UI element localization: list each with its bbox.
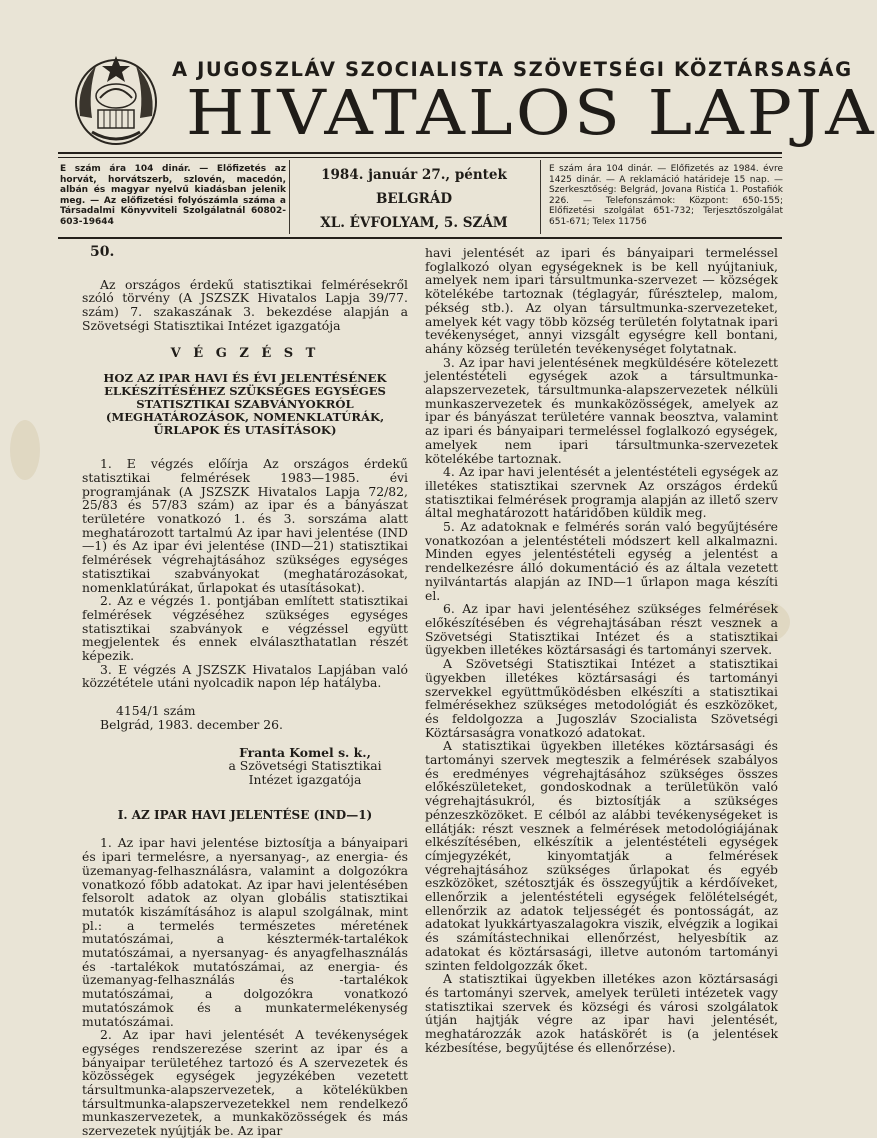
paragraph: 1. Az ipar havi jelentése biztosítja a bányaipari és ipari termelésre, a nyersanyag-, az energia- és üzemanyag-felhasználásra, valamint a dolgozókra vonatkozó főbb adatokat. Az ipar havi jelentésében felsorolt adatok az olyan globális statisztikai mutatók kiszámításához is alapul szolgálnak, mint pl.: a termelés természetes méretének mutatószámai, a késztermék-tartalékok mutatószámai, a nyersanyag- és anyagfelhasználás és -tartalékok mutatószámai, az energia- és üzemanyag-felhasználás és -tartalékok mutatószámai, a dolgozókra vonatkozó mutatószámok és a munkatermelékenység mutatószámai. [82,835,408,1029]
reference-number: 4154/1 szám [116,703,196,719]
right-column [425,246,778,1054]
left-column [82,246,408,1138]
column-divider [540,160,541,234]
subscription-info-left: E szám ára 104 dinár. — Előfizetés az horvát, horvátszerb, szlovén, macedón, albán és magyar nyelvű kiadásban jelenik meg. — Az előfizetési folyószámla száma a Társadalmi Könyvviteli Szolgálatnál 60802-603-19644 [60,164,286,227]
paragraph: 3. E végzés A JSZSZK Hivatalos Lapjában való közzététele utáni nyolcadik napon lép hatályba. [82,661,408,691]
section-title: I. AZ IPAR HAVI JELENTÉSE (IND—1) [117,807,373,822]
place-date: Belgrád, 1983. december 26. [100,716,283,732]
decision-heading: V É G Z É S T [170,345,320,361]
subscription-info-right: E szám ára 104 dinár. — Előfizetés az 1984. évre 1425 dinár. — A reklamáció határideje 15 nap. — Szerkesztőség: Belgrád, Jovana Ristića 1. Postafiók 226. — Telefonszámok: Központ: 650-155; Előfizetési szolgálat 651-732; Terjesztőszolgálat 651-671; Telex 11756 [549,164,783,227]
signer-title: a Szövetségi Statisztikai [228,758,382,774]
signer-title: Intézet igazgatója [248,771,362,787]
signer-name: Franta Komel s. k., [239,744,371,760]
paragraph: 5. Az adatoknak e felmérés során való begyűjtésére vonatkozóan a jelentéstételi módszert kell alkalmazni. Minden egyes jelentéstételi egység a jelentést a rendelkezésre álló dokumentáció és az általa vezetett nyilvántartás alapján az IND—1 űrlapon maga készíti el. [425,519,778,603]
paragraph: A Szövetségi Statisztikai Intézet a statisztikai ügyekben illetékes köztársasági és tartományi szervekkel együttműködésben elkészíti a statisztikai felmérésekhez szükséges metodológiát és eszközöket, és feldolgozza a Jugoszláv Szocialista Szövetségi Köztársaságra vonatkozó adatokat. [425,656,778,740]
country-name: A JUGOSZLÁV SZOCIALISTA SZÖVETSÉGI KÖZTÁRSASÁG [172,58,853,81]
paragraph: 6. Az ipar havi jelentéséhez szükséges felmérések előkészítésében és végrehajtásában részt vesznek a Szövetségi Statisztikai Intézet és a statisztikai ügyekben illetékes köztársasági és tartományi szervek. [425,601,778,658]
paragraph: 4. Az ipar havi jelentését a jelentéstételi egységek az illetékes statisztikai szervnek Az országos érdekű statisztikai felmérések programja alapján az illető szerv által meghatározott határidőben küldik meg. [425,464,778,521]
column-divider [289,160,290,234]
issue-city: BELGRÁD [375,191,453,207]
masthead-rule [58,152,782,154]
issue-date: 1984. január 27., péntek [321,167,507,183]
decision-number: 50. [90,244,115,260]
paragraph: 2. Az e végzés 1. pontjában említett statisztikai felmérések végzéséhez szükséges egységes statisztikai szabványok e végzéssel együtt megjelentek és ennek elválaszthatatlan részét képezik. [82,593,408,664]
paper-stain [10,420,40,480]
info-rule [58,237,782,239]
paragraph: 2. Az ipar havi jelentését A tevékenységek egységes rendszerezése szerint az ipar és a bányaipar területéhez tartozó és A szervezetek és közösségek egységek jegyzékében vezetett társultmunka-alapszervezetek, a kötelékükben társultmunka-alapszervezetekkel nem rendelkező munkaszervezetek, a munkaközösségek és más szervezetek nyújtják be. Az ipar [82,1027,408,1138]
state-emblem-icon [70,46,162,150]
issue-volume: XL. ÉVFOLYAM, 5. SZÁM [320,215,508,231]
paragraph: havi jelentését az ipari és bányaipari termeléssel foglalkozó olyan egységeknek is be kell nyújtaniuk, amelyek nem ipari társultmunka-szervezet — községek kötelékébe tartoznak (téglagyár, fűrésztelep, malom, pékség stb.). Az olyan társultmunka-szervezeteket, amelyek két vagy több község területén folytatnak ipari tevékenységet, annyi vizsgált egységre kell bontani, ahány község területén tevékenységet folytatnak. [425,245,778,356]
paragraph: 3. Az ipar havi jelentésének megküldésére kötelezett jelentéstételi egységek azok a társultmunka-alapszervezetek, társultmunka-alapszervezetek nélküli munkaszervezetek és munkaközösségek, amelyek az ipar és bányászat területére vannak beosztva, valamint az ipari és bányaipari termeléssel foglalkozó egységek, amelyek nem ipari társultmunka-szervezetek kötelékébe tartoznak. [425,354,778,466]
masthead-rule-thin [58,157,782,158]
publication-title: HIVATALOS LAPJA [186,76,877,149]
paragraph: 1. E végzés előírja Az országos érdekű statisztikai felmérések 1983—1985. évi programjának (A JSZSZK Hivatalos Lapja 72/82, 25/83 és 57/83 szám) az ipar és a bányászat területére vonatkozó 1. és 3. sorszáma alatt meghatározott tartalmú Az ipar havi jelentése (IND—1) és Az ipar évi jelentése (IND—21) statisztikai felmérések végrehajtásához szükséges egységes statisztikai szabványokat (meghatározásokat, nomenklatúrákat, űrlapokat és utasításokat). [82,456,408,595]
paragraph: A statisztikai ügyekben illetékes köztársasági és tartományi szervek megteszik a felmérések szabályos és eredményes végrehajtásához szükséges összes előkészületeket, gondoskodnak a területükön való végrehajtásukról, és biztosítják a szükséges pénzeszközöket. E célból az alábbi tevékenységeket is ellátják: részt vesznek a felmérések metodológiájának elkészítésében, elkészítik a jelentéstételi egységek címjegyzékét, kinyomtatják a felmérések végrehajtásához szükséges űrlapokat és egyéb eszközöket, szétosztják és összegyűjtik a kérdőíveket, ellenőrzik a jelentéstételi egységek felölételségét, ellenőrzik az adatok teljességét és pontosságát, az adatokat lyukkártyaszalagokra viszik, elvégzik a logikai és számítástechnikai ellenőrzést, helyesbítik az adatokat és köztársasági, illetve autonóm tartományi szinten feldolgozzák őket. [425,738,778,973]
paragraph: A statisztikai ügyekben illetékes azon köztársasági és tartományi szervek, amelyek területi intézetek vagy statisztikai szervek és községi és városi szolgálatok útján hajtják végre az ipar havi jelentését, meghatározzák azok hatáskörét is (a jelentések kézbesítése, begyűjtése és ellenőrzése). [425,971,778,1055]
intro-paragraph: Az országos érdekű statisztikai felmérésekről szóló törvény (A JSZSZK Hivatalos Lapja 39/77. szám) 7. szakaszának 3. bekezdése alapján a Szövetségi Statisztikai Intézet igazgatója [82,276,408,333]
issue-info [296,163,532,235]
decision-subheading: HOZ AZ IPAR HAVI ÉS ÉVI JELENTÉSÉNEK ELKÉSZÍTÉSÉHEZ SZÜKSÉGES EGYSÉGES STATISZTIKAI SZABVÁNYOKRÓL (MEGHATÁROZÁSOK, NOMENKLATÚRÁK, ŰRLAPOK ÉS UTASÍTÁSOK) [103,371,387,438]
